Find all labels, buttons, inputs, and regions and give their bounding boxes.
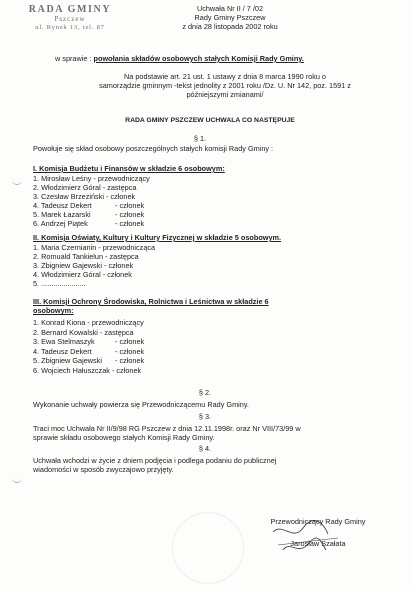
member-role: - członek [103, 261, 134, 271]
list-item: 2. Romuald Tankielun - zastępca [33, 252, 139, 262]
subject-line [55, 54, 304, 63]
punch-hole-mark [12, 476, 22, 483]
stamp-line-3: ul. Rynek 13, tel. 87 [35, 24, 105, 31]
section-2-text: Wykonanie uchwały powierza się Przewodniczącemu Rady Gminy. [33, 400, 249, 409]
legal-basis-line-1: Na podstawie art. 21 ust. 1 ustawy z dnia 8 marca 1990 roku o [124, 72, 326, 81]
council-stamp [6, 4, 134, 31]
subject-text: powołania składów osobowych stałych Komisji Rady Gminy. [93, 54, 304, 63]
member-role: - członek [115, 201, 145, 211]
member-role: - członek [111, 365, 142, 375]
member-role: - członek [115, 356, 145, 366]
list-item: 3. Ewa Stelmaszyk - członek [33, 337, 145, 347]
member-role: - zastępca [99, 327, 134, 337]
member-role: - członek [115, 219, 145, 229]
list-item: 6. Wojciech Hałuszczak - członek [33, 365, 142, 375]
punch-hole-mark [12, 178, 22, 185]
legal-basis-line-2: samorządzie gminnym -tekst jednolity z 2001 roku /Dz. U. Nr 142, poz. 1591 z [99, 81, 351, 91]
section-2-title: § 2. [198, 388, 212, 397]
list-item: 4. Tadeusz Dekert - członek [33, 201, 145, 211]
committee-2-list [33, 243, 233, 288]
member-role: - przewodnicząca [98, 243, 156, 252]
resolution-number: Uchwała Nr II / 7 /02 [196, 4, 264, 13]
section-4-line-1: Uchwała wchodzi w życie z dniem podjęcia i podlega podaniu do publicznej [33, 456, 277, 465]
list-item: 3. Czesław Brzeziński - członek [33, 192, 136, 202]
member-role: przewodniczący [97, 174, 150, 183]
member-role: - zastępca [105, 252, 139, 262]
section-1-text: Powołuje się skład osobowy poszczególnych stałych komisji Rady Gminy : [33, 144, 274, 153]
committee-1-list [33, 174, 233, 229]
member-role: - członek [115, 210, 145, 220]
resolution-header [160, 4, 300, 31]
list-item: 2. Włodzimierz Góral - zastępca [33, 183, 137, 193]
list-item: 4. Tadeusz Dekert - członek [33, 346, 145, 356]
committee-3-title-line-1: III. Komisji Ochrony Środowiska, Rolnictwa i Leśnictwa w składzie 6 [33, 297, 269, 306]
section-4-text [33, 456, 393, 474]
list-item: 1. Maria Czernianin - przewodnicząca [33, 243, 156, 252]
list-item: 4. Włodzimierz Góral - członek [33, 270, 132, 280]
committee-1-title: I. Komisja Budżetu i Finansów w składzie 6 osobowym: [33, 164, 225, 173]
section-3-line-1: Traci moc Uchwała Nr II/9/98 RG Pszczew z dnia 12.11.1998r. oraz Nr VIII/73/99 w [33, 424, 301, 433]
legal-basis-line-3: późniejszymi zmianami/ [186, 90, 264, 100]
list-item: 6. Andrzej Piątek - członek [33, 219, 145, 229]
signatory-name: Jarosław Szałata [290, 539, 346, 548]
member-role: - członek [115, 337, 145, 347]
list-item: 3. Zbigniew Gajewski - członek [33, 261, 134, 271]
round-seal [172, 512, 244, 584]
signature-block [263, 517, 373, 549]
resolution-date: z dnia 28 listopada 2002 roku [182, 22, 278, 31]
member-role: - przewodniczący [87, 318, 144, 327]
legal-basis [55, 72, 395, 100]
list-item: 1. Mirosław Leśny - przewodniczący [33, 174, 150, 183]
list-item: 5. Marek Łazarski - członek [33, 210, 145, 220]
subject-prefix: w sprawie : [55, 54, 92, 63]
section-4-title: § 4. [198, 444, 212, 453]
list-item: 2. Bernard Kowalski - zastępca [33, 327, 134, 337]
resolves-heading: RADA GMINY PSZCZEW UCHWALA CO NASTĘPUJE [125, 117, 295, 124]
section-4-line-2: wiadomości w sposób zwyczajowo przyjęty. [33, 465, 174, 475]
section-1-title: § 1. [193, 134, 207, 143]
council-name: Rady Gminy Pszczew [194, 13, 266, 22]
list-item: 5. Zbigniew Gajewski - członek [33, 356, 145, 366]
member-role: - członek [102, 270, 132, 280]
committee-3-title-line-2: osobowym: [33, 306, 74, 316]
stamp-line-1: RADA GMINY [28, 4, 112, 15]
stamp-line-2: Pszczew [54, 15, 86, 23]
committee-3-list [33, 318, 253, 376]
section-3-line-2: sprawie składu osobowego stałych Komisji Rady Gminy. [33, 433, 215, 443]
committee-3-title [33, 297, 383, 315]
committee-2-title: II. Komisja Oświaty, Kultury i Kultury Fizycznej w składzie 5 osobowym. [33, 233, 282, 242]
member-role: członek [110, 192, 136, 202]
list-item: 1. Konrad Kiona - przewodniczący [33, 318, 144, 327]
member-role: - członek [115, 346, 145, 356]
section-3-title: § 3. [198, 412, 212, 421]
signatory-title: Przewodniczący Rady Gminy [270, 517, 366, 526]
section-3-text [33, 424, 393, 442]
member-role: zastępca [107, 183, 137, 193]
list-item: 5. ...................... [33, 279, 86, 289]
